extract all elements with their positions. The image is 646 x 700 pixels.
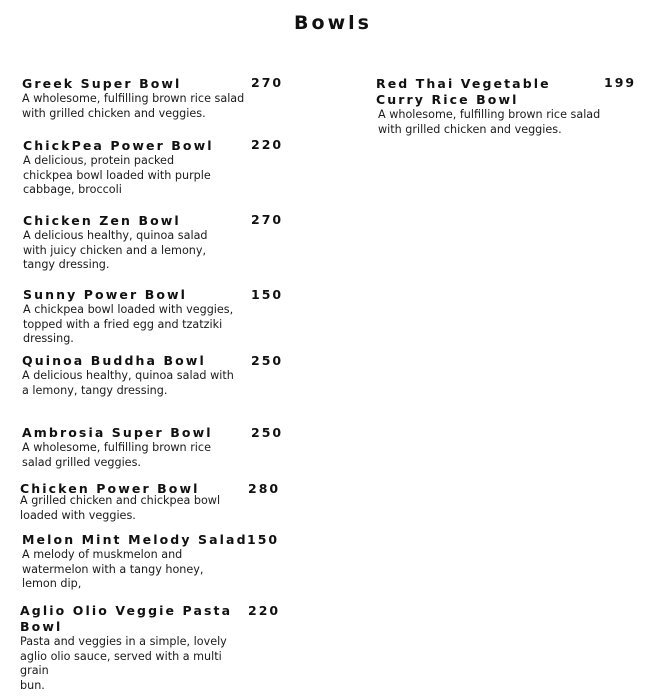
item-price: 150 [251, 287, 284, 302]
item-price: 199 [604, 75, 637, 90]
item-name: ChickPea Power Bowl [23, 138, 214, 153]
item-description: A wholesome, fulfilling brown rice salad with grilled chicken and veggies. [378, 108, 601, 136]
item-price: 270 [251, 212, 284, 227]
item-description: A wholesome, fulfilling brown rice salad grilled veggies. [22, 441, 211, 469]
item-description: A delicious healthy, quinoa salad with a lemony, tangy dressing. [22, 369, 234, 397]
item-name: Ambrosia Super Bowl [22, 425, 213, 440]
item-price: 250 [251, 353, 284, 368]
item-name: Quinoa Buddha Bowl [22, 353, 206, 368]
item-description: Pasta and veggies in a simple, lovely aglio olio sauce, served with a multi grain bun. [20, 635, 227, 692]
menu-item [20, 603, 252, 693]
item-description: A delicious, protein packed chickpea bowl loaded with purple cabbage, broccoli [23, 154, 211, 196]
menu-item [20, 481, 250, 523]
menu-item [376, 76, 601, 137]
item-price: 220 [251, 137, 284, 152]
item-name: Chicken Zen Bowl [23, 213, 181, 228]
item-price: 220 [248, 603, 281, 618]
item-price: 150 [247, 532, 280, 547]
menu-title: Bowls [294, 12, 372, 34]
item-name: Red Thai Vegetable Curry Rice Bowl [376, 76, 551, 107]
item-description: A grilled chicken and chickpea bowl loaded with veggies. [20, 494, 221, 522]
item-description: A melody of muskmelon and watermelon with a tangy honey, lemon dip, [22, 548, 204, 590]
item-description: A delicious healthy, quinoa salad with juicy chicken and a lemony, tangy dressing. [23, 229, 208, 271]
menu-item [22, 425, 252, 470]
item-name: Chicken Power Bowl [20, 481, 200, 496]
menu-item [22, 353, 252, 398]
item-description: A chickpea bowl loaded with veggies, topped with a fried egg and tzatziki dressing. [23, 303, 234, 345]
menu-item [23, 287, 253, 347]
item-price: 270 [251, 75, 284, 90]
item-name: Sunny Power Bowl [23, 287, 188, 302]
menu-item [22, 76, 252, 121]
menu-item [22, 532, 252, 592]
menu-item [23, 138, 253, 198]
item-name: Aglio Olio Veggie Pasta Bowl [20, 603, 233, 634]
item-price: 280 [248, 481, 281, 496]
item-name: Greek Super Bowl [22, 76, 182, 91]
item-price: 250 [251, 425, 284, 440]
item-description: A wholesome, fulfilling brown rice salad with grilled chicken and veggies. [22, 92, 245, 120]
menu-item [23, 213, 253, 273]
item-name: Melon Mint Melody Salad [22, 532, 248, 547]
